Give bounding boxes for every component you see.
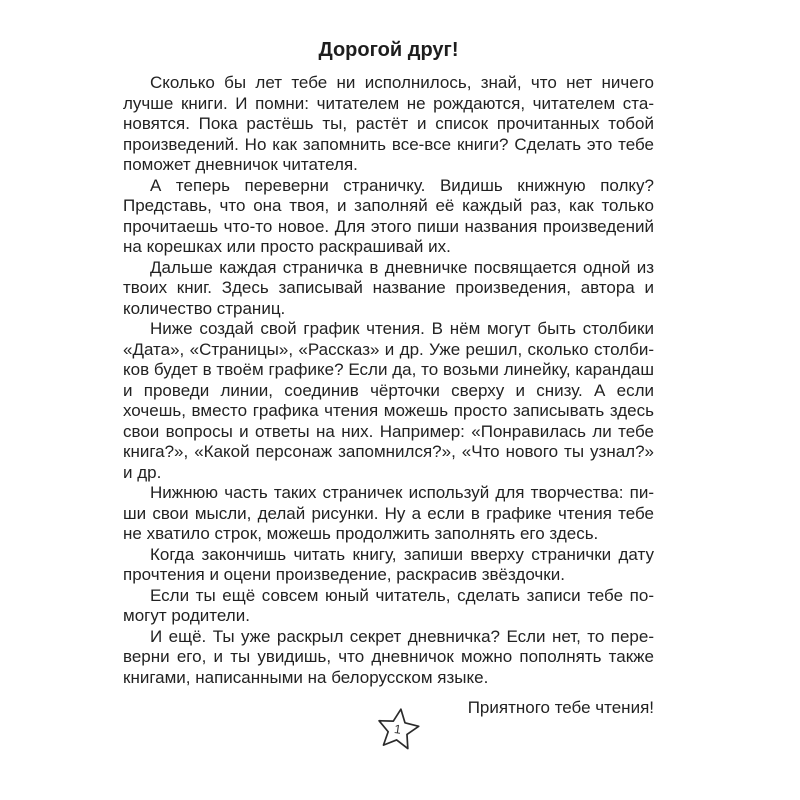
paragraph-7: Если ты ещё совсем юный читатель, сделать записи тебе помогут родители.: [123, 585, 654, 625]
paragraph-6: Когда закончишь читать книгу, запиши вверху странички дату прочтения и оцени произведение, раскрасив звёздочки.: [123, 544, 654, 584]
paragraph-4: Ниже создай свой график чтения. В нём могут быть столбики «Дата», «Страницы», «Рассказ» и др. Уже решил, сколько столбиков будет в твоём графике? Если да, то возьми линейку, карандаш и проведи линии, соединив чёрточки сверху и снизу. А если хочешь, вместо графика чтения можешь просто записывать здесь свои вопросы и ответы на них. Например: «Понравилась ли тебе книга?», «Какой персонаж запомнился?», «Что нового ты узнал?» и др.: [123, 319, 654, 482]
paragraph-1: Сколько бы лет тебе ни исполнилось, знай, что нет ничего лучше книги. И помни: читателем не рождаются, читателем становятся. Пока растёшь ты, растёт и список прочитанных тобой произведений. Но как запомнить все-все книги? Сделать это тебе поможет дневничок читателя.: [123, 73, 654, 174]
page-title: Дорогой друг!: [318, 39, 459, 61]
page-content: [123, 38, 654, 719]
paragraph-3: Дальше каждая страничка в дневничке посвящается одной из твоих книг. Здесь записывай название произведения, автора и количество страниц.: [123, 257, 654, 318]
paragraph-2: А теперь переверни страничку. Видишь книжную полку? Представь, что она твоя, и заполняй её каждый раз, как только прочитаешь что-то новое. Для этого пиши названия произведений на корешках или просто раскрашивай их.: [123, 175, 654, 256]
page-number: 1: [393, 722, 402, 737]
paragraph-8: И ещё. Ты уже раскрыл секрет дневничка? Если нет, то переверни его, и ты увидишь, что дневничок можно пополнять также книгами, написанными на белорусском языке.: [123, 626, 654, 687]
paragraph-5: Нижнюю часть таких страничек используй для творчества: пиши свои мысли, делай рисунки. Ну а если в графике чтения тебе не хватило строк, можешь продолжить заполнять его здесь.: [123, 483, 654, 543]
star-icon: [368, 700, 428, 760]
closing-line: Приятного тебе чтения!: [467, 698, 654, 717]
page-number-star: [368, 700, 428, 760]
